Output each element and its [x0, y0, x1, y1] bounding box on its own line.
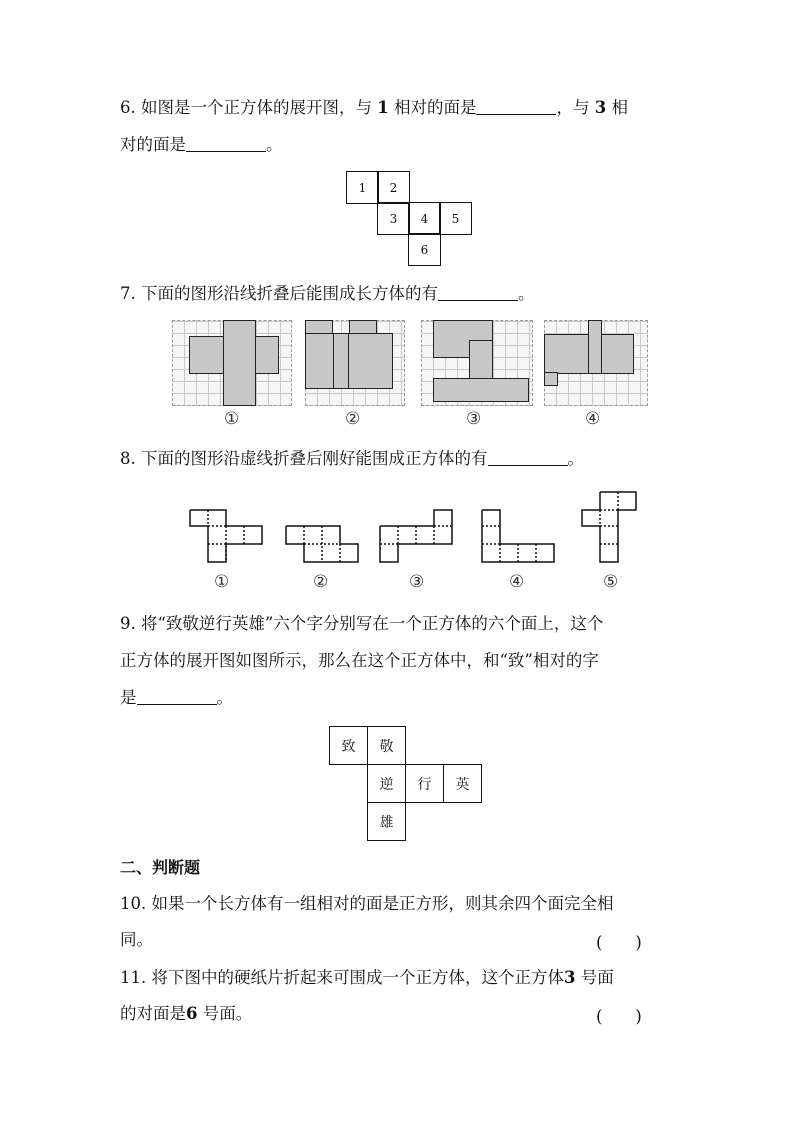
q9-net-face-ni: 逆: [367, 764, 406, 803]
q9-net-face-ying: 英: [443, 764, 482, 803]
q9-net-face-xiong: 雄: [367, 802, 406, 841]
q11-text-d: 号面。: [202, 1004, 253, 1023]
q9-net-face-zhi: 致: [329, 726, 368, 765]
q8-text-b: 。: [567, 449, 584, 468]
q8-label-3: ③: [409, 572, 425, 592]
q8-label-4: ④: [509, 572, 525, 592]
q10-line1: 10. 如果一个长方体有一组相对的面是正方形，则其余四个面完全相: [120, 894, 614, 913]
q10-answer-paren[interactable]: ( ): [596, 933, 642, 952]
q11-text-b: 号面: [580, 968, 614, 987]
q7-label-4: ④: [585, 409, 601, 429]
q11-line1: [120, 960, 614, 996]
q6-net-face-3: 3: [377, 202, 410, 235]
q6-net-face-6: 6: [408, 233, 441, 266]
q9-text-b: 。: [216, 688, 233, 707]
q8-net-2: [286, 526, 358, 562]
q6-text-d: 相: [611, 98, 628, 117]
q9-line3: [120, 680, 233, 716]
q7-shape-2d: [349, 320, 377, 334]
q8-net-3: [380, 510, 452, 562]
q8-label-1: ①: [214, 572, 230, 592]
q8-text: [120, 441, 584, 477]
q7-label-2: ②: [345, 409, 361, 429]
q6-num1: 1: [377, 98, 389, 117]
q7-text-a: 7. 下面的图形沿线折叠后能围成长方体的有: [120, 284, 438, 303]
q7-shape-2b: [305, 333, 393, 389]
q7-shape-1b: [223, 320, 256, 406]
q6-line1: [120, 90, 628, 126]
q7-text-b: 。: [518, 284, 535, 303]
q8-label-2: ②: [313, 572, 329, 592]
q9-blank[interactable]: [137, 686, 217, 705]
q11-answer-paren[interactable]: ( ): [596, 1007, 642, 1026]
q8-blank[interactable]: [488, 447, 568, 466]
q6-text-f: 。: [266, 135, 283, 154]
q7-shape-2c: [333, 333, 349, 389]
q6-net-face-5: 5: [439, 202, 472, 235]
q7-shape-4c: [544, 372, 558, 386]
q11-num3: 3: [564, 968, 576, 987]
q7-blank[interactable]: [438, 282, 518, 301]
q9-net-face-xing: 行: [405, 764, 444, 803]
q7-shape-3b: [469, 340, 493, 380]
q6-text-c: ，与: [556, 98, 590, 117]
q9-line1: 9. 将“致敬逆行英雄”六个字分别写在一个正方体的六个面上，这个: [120, 614, 604, 633]
q8-net-1: [190, 510, 262, 562]
q8-label-5: ⑤: [603, 572, 619, 592]
q11-num6: 6: [186, 1004, 198, 1023]
q9-text-a: 是: [120, 688, 137, 707]
q7-label-1: ①: [224, 409, 240, 429]
q10-line2: 同。: [120, 930, 153, 949]
q6-net-face-2: 2: [377, 171, 410, 204]
q6-blank-2[interactable]: [186, 133, 266, 152]
q8-net-5: [582, 492, 636, 562]
q6-net-face-4: 4: [408, 202, 441, 235]
q9-net-face-jing: 敬: [367, 726, 406, 765]
q7-text: [120, 276, 535, 312]
q6-text-b: 相对的面是: [393, 98, 477, 117]
q8-net-4: [482, 510, 554, 562]
q6-line2: [120, 127, 283, 163]
q11-line2: [120, 996, 252, 1032]
section2-title: 二、判断题: [120, 858, 201, 877]
q11-text-a: 11. 将下图中的硬纸片折起来可围成一个正方体，这个正方体: [120, 968, 564, 987]
q6-blank-1[interactable]: [476, 96, 556, 115]
q7-shape-2a: [305, 320, 333, 334]
q6-text-e: 对的面是: [120, 135, 186, 154]
q7-shape-3c: [433, 378, 529, 402]
q6-num3: 3: [594, 98, 607, 117]
q7-shape-4b: [588, 320, 602, 374]
q9-line2: 正方体的展开图如图所示，那么在这个正方体中，和“致”相对的字: [120, 651, 599, 670]
q6-text-a: 6. 如图是一个正方体的展开图，与: [120, 98, 372, 117]
q6-net-face-1: 1: [346, 171, 379, 204]
q11-text-c: 的对面是: [120, 1004, 186, 1023]
q8-text-a: 8. 下面的图形沿虚线折叠后刚好能围成正方体的有: [120, 449, 488, 468]
q7-label-3: ③: [466, 409, 482, 429]
